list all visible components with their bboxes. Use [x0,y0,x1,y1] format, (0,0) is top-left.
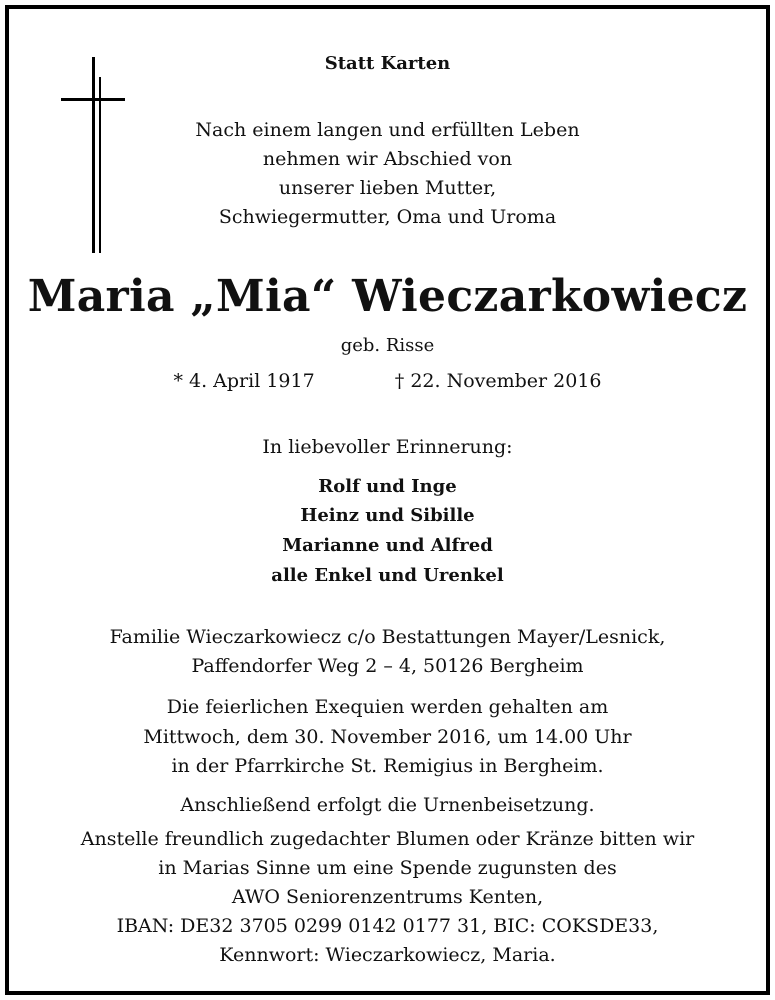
intro-line-2: nehmen wir Abschied von [262,148,513,170]
donation-bank-details: IBAN: DE32 3705 0299 0142 0177 31, BIC: COKSDE33, [116,915,659,937]
donation-line-2: in Marias Sinne um eine Spende zugunsten des [158,857,617,879]
deceased-name: Maria „Mia“ Wieczarkowiecz [27,271,748,322]
donation-line-1: Anstelle freundlich zugedachter Blumen oder Kränze bitten wir [80,828,695,850]
mourner-3: Marianne und Alfred [282,535,493,556]
intro-line-4: Schwiegermutter, Oma und Uroma [218,206,557,228]
urn-burial-line: Anschließend erfolgt die Urnenbeisetzung. [180,794,595,816]
life-dates [9,370,766,392]
donation-line-3: AWO Seniorenzentrums Kenten, [231,886,544,908]
address-line-1: Familie Wieczarkowiecz c/o Bestattungen Mayer/Lesnick, [109,626,666,648]
address-line-2: Paffendorfer Weg 2 – 4, 50126 Bergheim [191,655,584,677]
donation-keyword: Kennwort: Wieczarkowiecz, Maria. [219,944,556,966]
birth-name: geb. Risse [340,335,435,356]
death-date: † 22. November 2016 [394,370,602,392]
mourner-2: Heinz und Sibille [300,505,475,526]
intro-line-1: Nach einem langen und erfüllten Leben [195,119,580,141]
mourner-4: alle Enkel und Urenkel [271,565,504,586]
mourner-1: Rolf und Inge [318,476,457,497]
birth-date: * 4. April 1917 [173,370,315,392]
service-line-1: Die feierlichen Exequien werden gehalten am [166,696,609,718]
service-line-2: Mittwoch, dem 30. November 2016, um 14.00 Uhr [143,726,632,748]
obituary-notice [5,5,770,995]
intro-line-3: unserer lieben Mutter, [278,177,497,199]
header-statt-karten: Statt Karten [324,53,451,74]
memory-line: In liebevoller Erinnerung: [262,436,513,458]
service-line-3: in der Pfarrkirche St. Remigius in Bergheim. [171,755,604,777]
